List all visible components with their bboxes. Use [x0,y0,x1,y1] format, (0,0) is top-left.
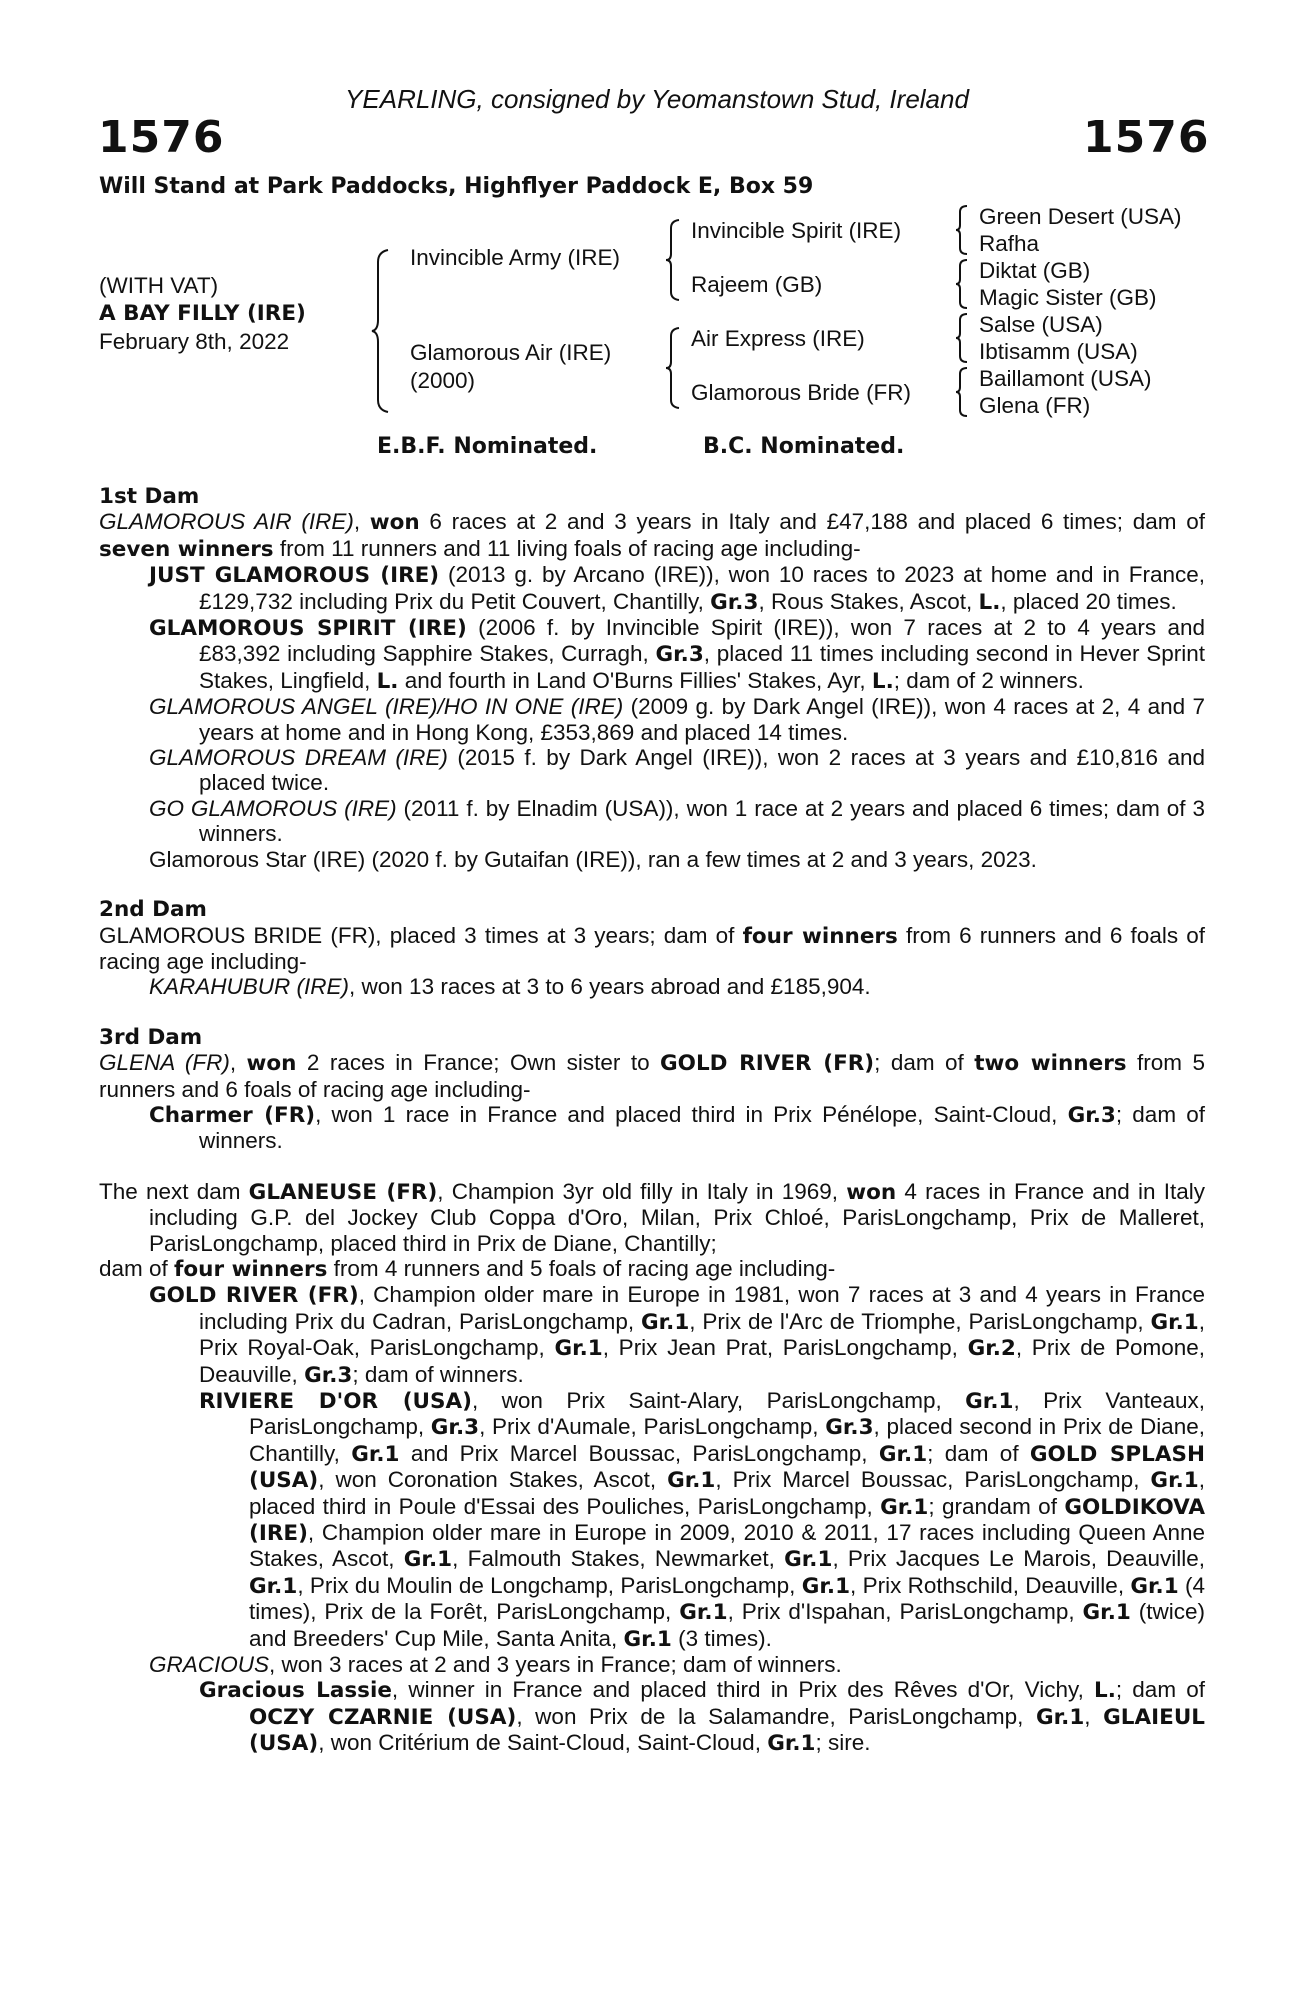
bold-text: Gr.1 [679,1600,728,1626]
bold-text: Gracious Lassie [199,1678,392,1704]
text-run: ; dam of [874,1050,975,1076]
text-run: , Champion 3yr old filly in Italy in 1969, [437,1178,847,1204]
text-run: The next dam [99,1178,249,1204]
text-run: (3 times). [671,1625,772,1651]
progeny-entry [99,615,1205,694]
text-run: (2011 f. by Elnadim (USA)), won 1 race at 2 years and placed 6 times; dam of 3 winners. [199,795,1205,847]
bold-text: Gr.1 [767,1731,816,1757]
gen3-baillamont: Baillamont (USA) [979,366,1152,391]
text-run: , won Prix Saint-Alary, ParisLongchamp, [471,1388,966,1413]
bold-text: GOLD RIVER (FR) [149,1283,359,1309]
progeny-entry [99,1388,1205,1652]
first-dam-heading: 1st Dam [99,484,200,509]
text-run: 2 races in France; Own sister to [296,1050,661,1076]
stabling-location: Will Stand at Park Paddocks, Highflyer Paddock E, Box 59 [99,174,814,199]
text-run: , won 3 races at 2 and 3 years in France; dam of winners. [269,1652,842,1678]
bold-text: won [846,1179,897,1205]
bold-text: two winners [974,1051,1127,1077]
text-run: , won Critérium de Saint-Cloud, Saint-Cloud, [318,1730,768,1756]
horse-name: A BAY FILLY (IRE) [99,301,306,326]
italic-text: GLAMOROUS ANGEL (IRE)/HO IN ONE (IRE) [149,694,624,720]
dam-foaled-year: (2000) [410,368,476,393]
bold-text: Gr.3 [710,589,759,615]
text-run: , won 1 race in France and placed third in Prix Pénélope, Saint-Cloud, [315,1101,1068,1127]
text-run: from 5 runners and 6 foals of racing age including- [99,1050,1205,1102]
bold-text: GOLD SPLASH (USA) [249,1441,1205,1494]
text-run: (4 times), Prix de la Forêt, ParisLongchamp, [249,1572,1205,1625]
italic-text: GLAMOROUS AIR (IRE) [99,509,354,535]
bold-text: Gr.1 [880,1494,929,1520]
text-run: , Prix Vanteaux, ParisLongchamp, [249,1388,1205,1440]
dam-name: Glamorous Air (IRE) [410,340,612,365]
text-run: , Prix Rothschild, Deauville, [850,1572,1131,1598]
text-run: ; dam of [927,1440,1030,1466]
third-dam-summary [99,1050,1205,1102]
text-run: , placed 20 times. [1000,588,1177,614]
gen3-glena: Glena (FR) [979,393,1091,418]
progeny-entry [99,796,1205,847]
bold-text: Gr.1 [1150,1468,1199,1494]
brace-gen3-1 [954,204,970,256]
text-run: , placed second in Prix de Diane, Chantilly, [249,1414,1205,1466]
bold-text: Gr.1 [784,1547,833,1573]
brace-sire [664,218,682,302]
gen3-ibtisamm: Ibtisamm (USA) [979,339,1138,364]
text-run: , Champion older mare in Europe in 1981, won 7 races at 3 and 4 years in France including Prix du Cadran, ParisLongchamp, [199,1282,1205,1334]
bold-text: Gr.1 [667,1468,716,1494]
text-run: ; dam of [1115,1677,1205,1703]
bc-nomination: B.C. Nominated. [703,434,905,459]
bold-text: RIVIERE D'OR (USA) [199,1389,472,1414]
progeny-entry [99,1282,1205,1388]
bold-text: Gr.1 [1150,1309,1199,1335]
bold-text: L. [1094,1678,1116,1704]
progeny-entry [99,1102,1205,1154]
text-run: , Prix de Pomone, Deauville, [199,1335,1205,1387]
family-notes [99,484,1205,1757]
text-run: , won Coronation Stakes, Ascot, [318,1467,668,1493]
brace-dam [664,326,682,410]
gen3-diktat: Diktat (GB) [979,258,1091,283]
bold-text: won [246,1051,297,1077]
text-run: ; dam of 2 winners. [893,667,1084,693]
bold-text: Gr.1 [878,1441,928,1467]
text-run: and Prix Marcel Boussac, ParisLongchamp, [399,1440,879,1466]
text-run: , Falmouth Stakes, Newmarket, [452,1546,785,1572]
text-run: GLAMOROUS BRIDE (FR), placed 3 times at 3 years; dam of [99,922,743,948]
bold-text: GLAIEUL (USA) [249,1704,1205,1757]
text-run: , Prix du Moulin de Longchamp, ParisLongchamp, [297,1572,802,1598]
bold-text: Gr.3 [655,642,704,668]
bold-text: GLAMOROUS SPIRIT (IRE) [149,616,467,642]
bold-text: OCZY CZARNIE (USA) [249,1704,517,1730]
text-run: ; dam of winners. [199,1101,1205,1154]
bold-text: Gr.1 [554,1336,603,1362]
text-run: , Prix Royal-Oak, ParisLongchamp, [199,1308,1206,1361]
bold-text: Gr.1 [1035,1704,1085,1730]
first-dam-summary [99,509,1205,562]
bold-text: Gr.2 [967,1336,1016,1362]
bold-text: Gr.1 [965,1389,1014,1414]
text-run: (2006 f. by Invincible Spirit (IRE)), won 7 races at 2 to 4 years and £83,392 including Sapphire Stakes, Curragh, [199,615,1205,667]
bold-text: Gr.1 [351,1441,400,1467]
brace-main [370,248,392,414]
text-run: , Rous Stakes, Ascot, [758,588,979,614]
bold-text: Gr.3 [1067,1102,1116,1128]
brace-gen3-3 [954,312,970,364]
progeny-entry [99,694,1205,745]
bold-text: Gr.1 [249,1573,298,1599]
text-run: , Prix d'Aumale, ParisLongchamp, [479,1414,826,1440]
text-run: (2013 g. by Arcano (IRE)), won 10 races to 2023 at home and in France, £129,732 including Prix du Petit Couvert, Chantilly, [199,562,1205,614]
text-run: , Prix Jacques Le Marois, Deauville, [832,1546,1205,1572]
dam-dam: Glamorous Bride (FR) [691,380,912,405]
bold-text: GOLDIKOVA (IRE) [249,1494,1205,1547]
bold-text: won [369,510,420,536]
bold-text: Gr.3 [304,1362,353,1388]
text-run: , Champion older mare in Europe in 2009, 2010 & 2011, 17 races including Queen Anne Stakes, Ascot, [249,1520,1205,1572]
bold-text: Gr.1 [801,1573,851,1599]
text-run: , winner in France and placed third in Prix des Rêves d'Or, Vichy, [391,1677,1094,1703]
bold-text: Gr.1 [1130,1573,1179,1599]
text-run: , placed 11 times including second in Hever Sprint Stakes, Lingfield, [199,641,1205,693]
vat-note: (WITH VAT) [99,273,219,298]
progeny-entry [99,847,1205,872]
bold-text: Gr.1 [640,1309,690,1335]
brace-gen3-2 [954,258,970,310]
text-run: , Prix de l'Arc de Triomphe, ParisLongchamp, [689,1308,1151,1334]
gen3-magic-sister: Magic Sister (GB) [979,285,1157,310]
text-run: (twice) and Breeders' Cup Mile, Santa Anita, [249,1599,1206,1651]
text-run: from 6 runners and 6 foals of racing age including- [99,922,1205,974]
text-run: , won Prix de la Salamandre, ParisLongchamp, [516,1703,1036,1729]
bold-text: GLANEUSE (FR) [248,1179,438,1205]
bold-text: Gr.3 [825,1415,874,1441]
text-run: Glamorous Star (IRE) (2020 f. by Gutaifan (IRE)), ran a few times at 2 and 3 years, 2023. [149,846,1037,872]
gen3-green-desert: Green Desert (USA) [979,204,1182,229]
text-run: from 11 runners and 11 living foals of racing age including- [273,535,861,561]
lot-number-left: 1576 [98,112,225,163]
ebf-nomination: E.B.F. Nominated. [377,434,598,459]
text-run: , Prix Marcel Boussac, ParisLongchamp, [715,1467,1151,1493]
text-run: , Prix Jean Prat, ParisLongchamp, [602,1335,968,1361]
dam-sire: Air Express (IRE) [691,326,865,351]
bold-text: Gr.1 [1082,1600,1131,1626]
text-run: dam of [99,1255,175,1281]
gen3-salse: Salse (USA) [979,312,1103,337]
gen3-rafha: Rafha [979,231,1040,256]
text-run: , placed third in Poule d'Essai des Pouliches, ParisLongchamp, [249,1467,1205,1519]
bold-text: JUST GLAMOROUS (IRE) [149,563,440,589]
italic-text: GO GLAMOROUS (IRE) [149,795,397,821]
brace-gen3-4 [954,366,970,418]
italic-text: GLAMOROUS DREAM (IRE) [149,745,448,771]
consignor-line: YEARLING, consigned by Yeomanstown Stud, Ireland [345,84,969,114]
bold-text: GOLD RIVER (FR) [660,1051,875,1077]
third-dam-heading: 3rd Dam [99,1024,203,1050]
text-run: , [1084,1703,1104,1729]
second-dam-summary [99,923,1205,975]
bold-text: seven winners [99,536,274,562]
bold-text: Charmer (FR) [149,1102,316,1128]
italic-text: KARAHUBUR (IRE) [149,974,350,1000]
sire-sire: Invincible Spirit (IRE) [691,218,902,243]
text-run: (2009 g. by Dark Angel (IRE)), won 4 races at 2, 4 and 7 years at home and in Hong Kong, £353,869 and placed 14 times. [199,694,1206,745]
text-run: from 4 runners and 5 foals of racing age including- [327,1255,836,1281]
text-run: , won 13 races at 3 to 6 years abroad and £185,904. [349,974,871,1000]
text-run: , [229,1050,247,1076]
progeny-entry [99,745,1205,796]
text-run: , [353,509,370,535]
italic-text: GRACIOUS [149,1652,270,1678]
sire-name: Invincible Army (IRE) [410,245,621,270]
bold-text: L. [978,589,1001,615]
next-dam-produce [99,1256,1205,1282]
bold-text: Gr.1 [403,1547,453,1573]
progeny-entry [99,1677,1205,1756]
sire-dam: Rajeem (GB) [691,272,823,297]
bold-text: L. [871,668,894,694]
progeny-entry [99,974,1205,999]
text-run: ; dam of winners. [352,1361,524,1387]
italic-text: GLENA (FR) [99,1050,230,1076]
bold-text: Gr.1 [623,1626,672,1652]
next-dam-summary [99,1179,1205,1256]
text-run: 4 races in France and in Italy including G.P. del Jockey Club Coppa d'Oro, Milan, Prix Chloé, ParisLongchamp, Prix de Malleret, ParisLongchamp, placed third in Prix de Diane, Chantilly; [149,1178,1205,1256]
text-run: ; sire. [815,1730,871,1756]
bold-text: four winners [174,1256,328,1282]
text-run: , Prix d'Ispahan, ParisLongchamp, [727,1599,1083,1625]
lot-number-right: 1576 [1083,112,1210,163]
text-run: 6 races at 2 and 3 years in Italy and £47,188 and placed 6 times; dam of [419,509,1205,535]
bold-text: Gr.3 [430,1415,480,1441]
foaling-date: February 8th, 2022 [99,329,290,354]
progeny-entry [99,562,1205,615]
text-run: and fourth in Land O'Burns Fillies' Stakes, Ayr, [398,667,872,693]
text-run: ; grandam of [928,1493,1065,1519]
second-dam-heading: 2nd Dam [99,897,207,923]
progeny-entry [99,1652,1205,1677]
bold-text: four winners [742,923,898,949]
bold-text: L. [376,668,399,694]
text-run: (2015 f. by Dark Angel (IRE)), won 2 races at 3 years and £10,816 and placed twice. [199,745,1205,796]
